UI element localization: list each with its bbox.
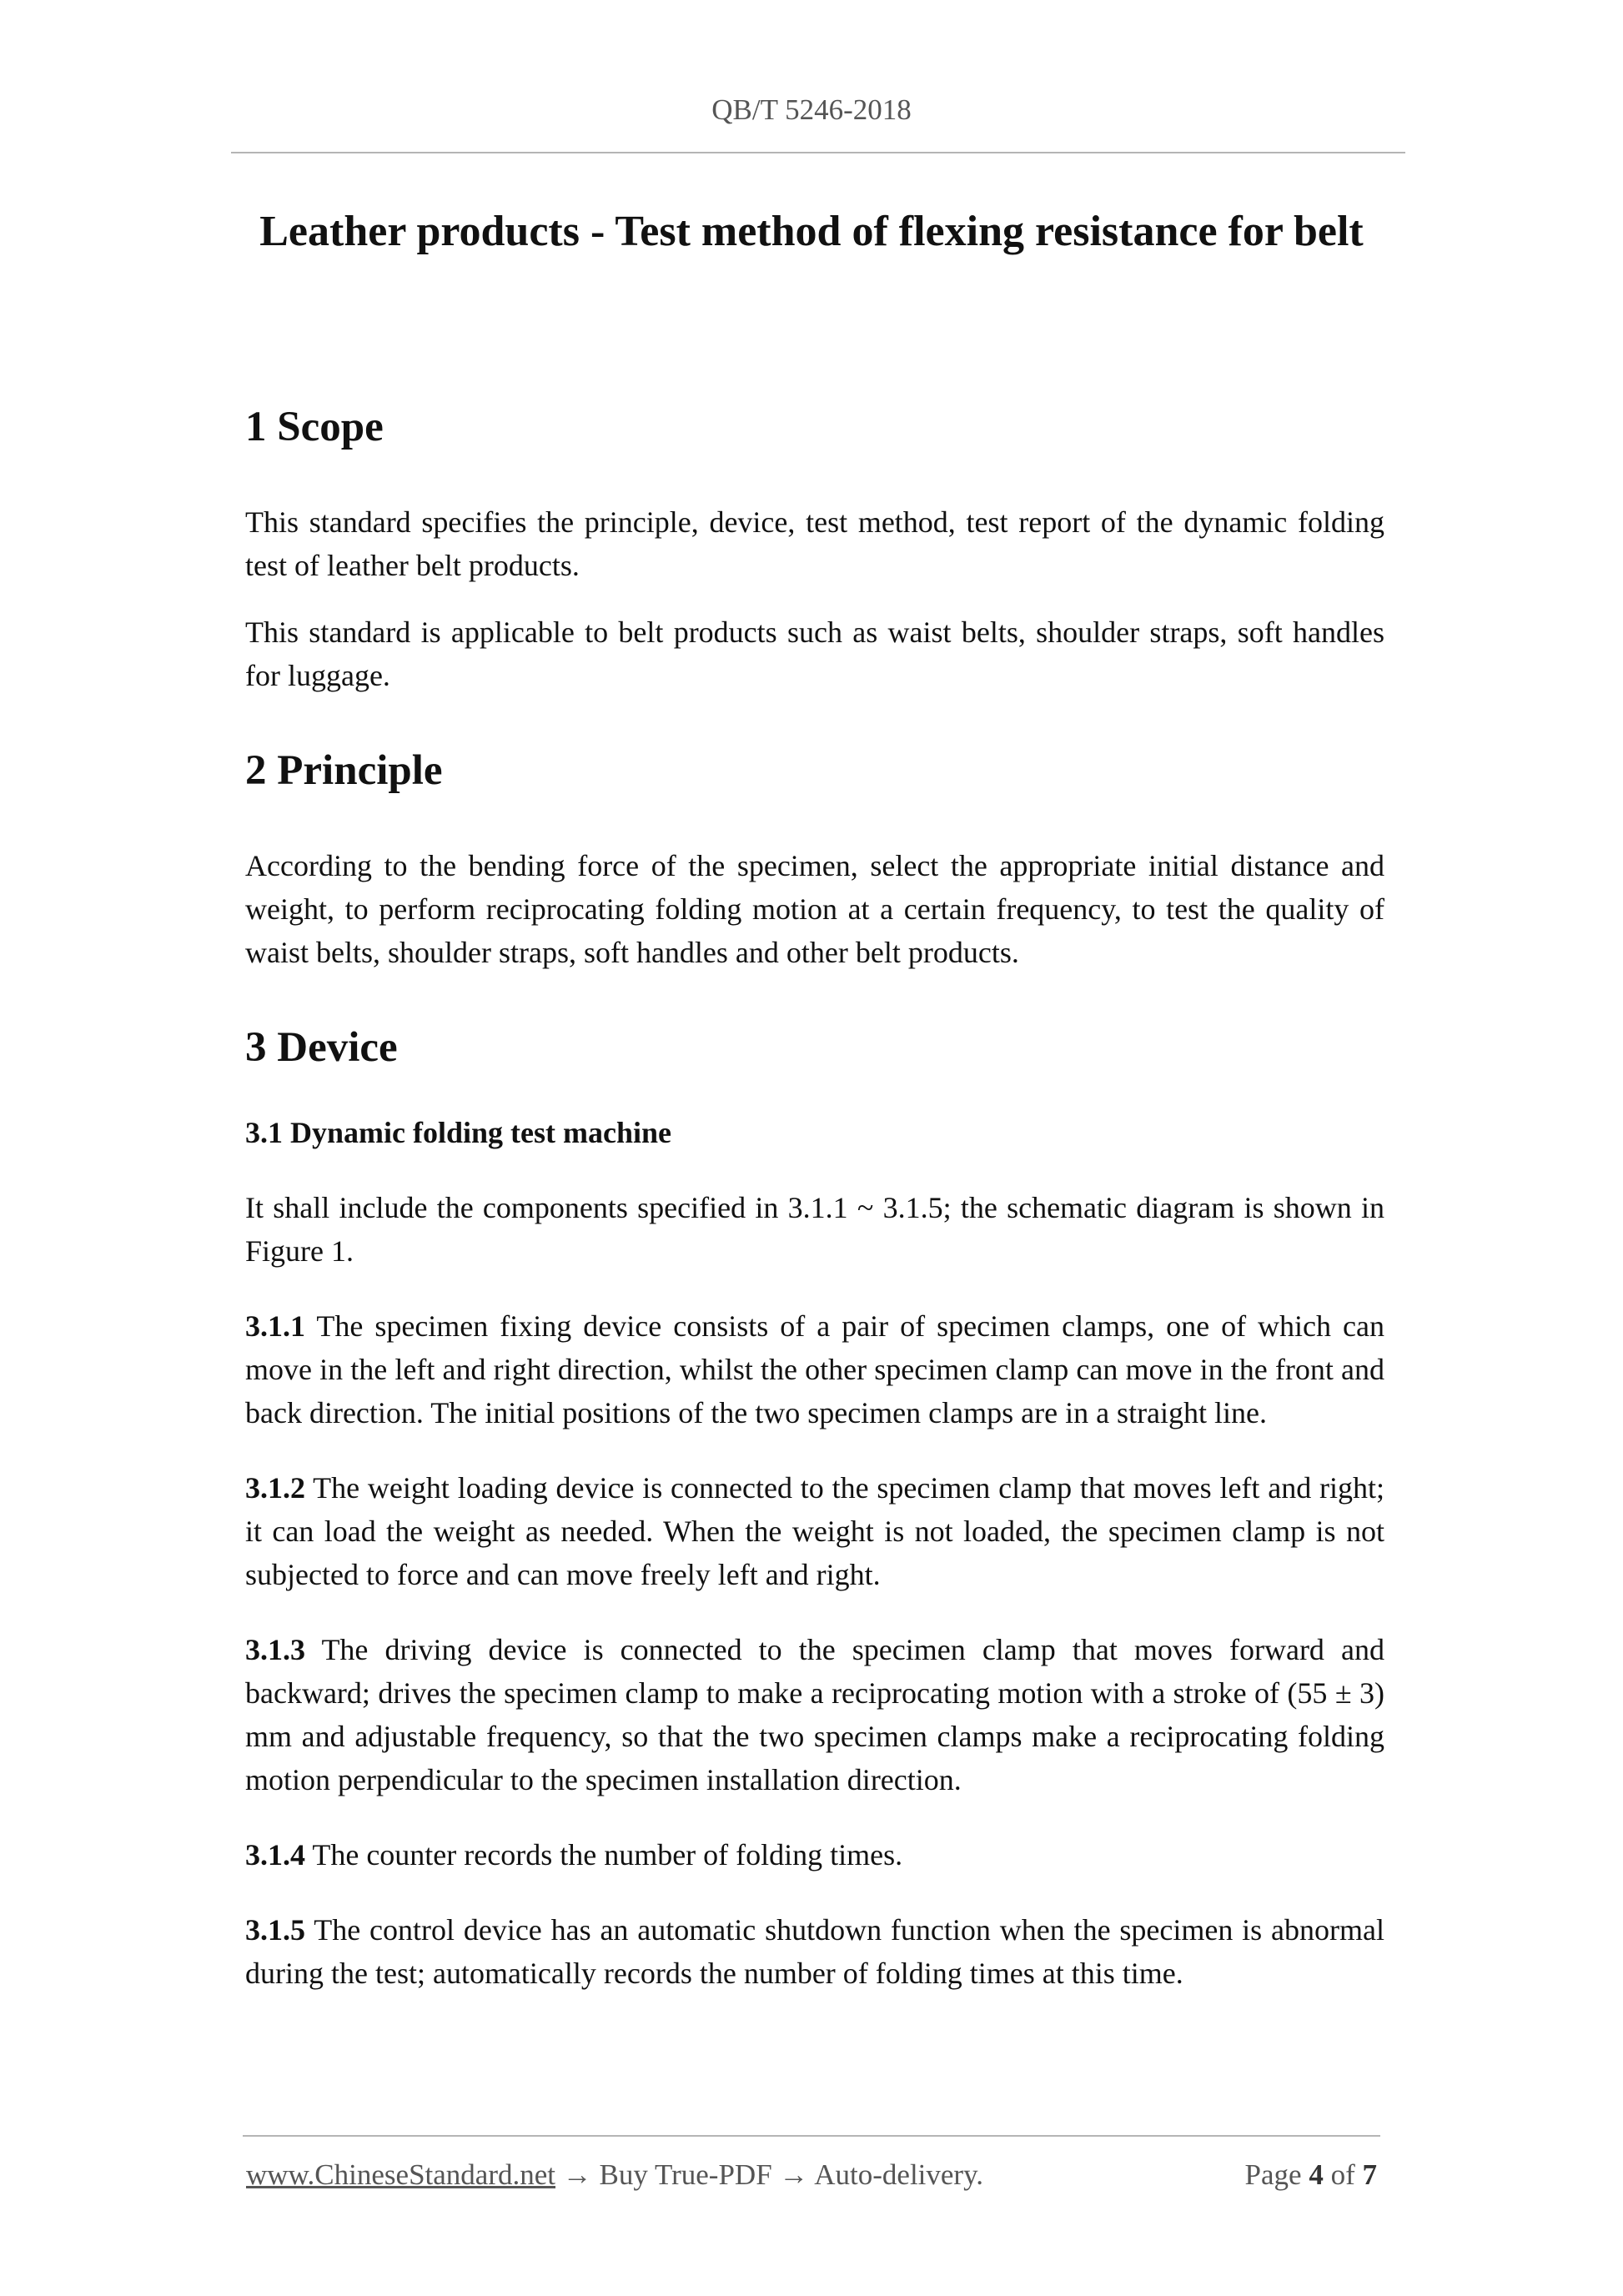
- clause-text: The control device has an automatic shutdown function when the specimen is abnormal during the test; automatically records the number of folding times at this time.: [245, 1913, 1384, 1990]
- clause-3-1-4: [245, 1833, 1384, 1876]
- header-divider: [231, 152, 1405, 153]
- arrow-right-icon: →: [779, 2158, 809, 2191]
- clause-number: 3.1.2: [245, 1471, 305, 1505]
- total-pages: 7: [1362, 2158, 1377, 2191]
- arrow-right-icon: →: [562, 2158, 592, 2191]
- principle-paragraph: According to the bending force of the specimen, select the appropriate initial distance and weight, to perform reciprocating folding motion at a certain frequency, to test the quality of waist belts, shoulder straps, soft handles and other belt products.: [245, 849, 1384, 969]
- document-title: Leather products - Test method of flexing resistance for belt: [259, 208, 1364, 255]
- page-label: Page: [1244, 2158, 1302, 2191]
- clause-3-1-1: [245, 1304, 1384, 1434]
- footer-links: [246, 2158, 983, 2192]
- clause-3-1-5: [245, 1908, 1384, 1995]
- clause-text: The specimen fixing device consists of a pair of specimen clamps, one of which can move in the left and right direction, whilst the other specimen clamp can move in the front and back direction. The initial positions of the two specimen clamps are in a straight line.: [245, 1309, 1384, 1429]
- footer-divider: [243, 2135, 1380, 2137]
- clause-3-1-3: [245, 1628, 1384, 1801]
- scope-paragraph-2: This standard is applicable to belt products such as waist belts, shoulder straps, soft handles for luggage.: [245, 615, 1384, 692]
- page-number: [1245, 2158, 1377, 2192]
- clause-3-1-2: [245, 1466, 1384, 1596]
- document-body: [245, 397, 1384, 1995]
- auto-delivery-text: Auto-delivery.: [814, 2158, 984, 2191]
- document-code: QB/T 5246-2018: [711, 93, 912, 126]
- clause-number: 3.1.3: [245, 1633, 305, 1666]
- clause-number: 3.1.5: [245, 1913, 305, 1947]
- of-label: of: [1330, 2158, 1355, 2191]
- device-intro-paragraph: It shall include the components specified in 3.1.1 ~ 3.1.5; the schematic diagram is shown in Figure 1.: [245, 1191, 1384, 1268]
- clause-text: The driving device is connected to the specimen clamp that moves forward and backward; drives the specimen clamp to make a reciprocating motion with a stroke of (55 ± 3) mm and adjustable frequency, so that the two specimen clamps make a reciprocating folding motion perpendicular to the specimen installation direction.: [245, 1633, 1384, 1796]
- scope-paragraph-1: This standard specifies the principle, device, test method, test report of the dynamic folding test of leather belt products.: [245, 505, 1384, 582]
- current-page: 4: [1309, 2158, 1324, 2191]
- chinesestandard-link[interactable]: www.ChineseStandard.net: [246, 2158, 555, 2191]
- section-heading-device: 3 Device: [245, 1024, 398, 1071]
- clause-text: The counter records the number of folding times.: [312, 1838, 903, 1871]
- clause-text: The weight loading device is connected to the specimen clamp that moves left and right; it can load the weight as needed. When the weight is not loaded, the specimen clamp is not subjected to force and can move freely left and right.: [245, 1471, 1384, 1591]
- section-heading-scope: 1 Scope: [245, 404, 384, 450]
- clause-number: 3.1.1: [245, 1309, 305, 1343]
- clause-number: 3.1.4: [245, 1838, 305, 1871]
- buy-true-pdf-text: Buy True-PDF: [599, 2158, 772, 2191]
- section-heading-principle: 2 Principle: [245, 747, 443, 794]
- subsection-heading-test-machine: 3.1 Dynamic folding test machine: [245, 1116, 671, 1149]
